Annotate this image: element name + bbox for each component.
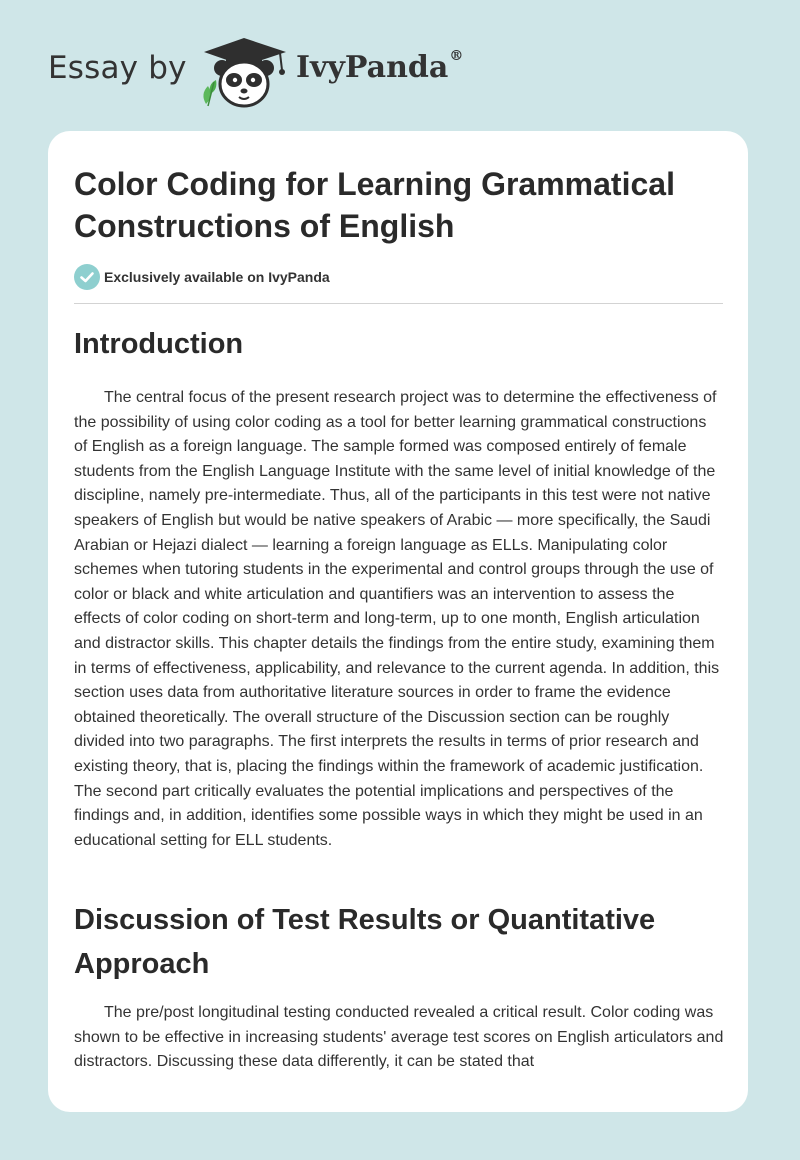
section-heading-introduction: Introduction xyxy=(74,328,244,360)
exclusive-badge xyxy=(74,264,330,290)
brand-name[interactable]: IvyPanda® xyxy=(296,48,464,85)
brand-prefix: Essay by xyxy=(48,50,187,86)
section-body-discussion: The pre/post longitudinal testing conducted revealed a critical result. Color coding was shown to be effective in increasing students' average test scores on English articulators and distractors. Discussing these data differently, it can be stated that xyxy=(74,1004,724,1071)
panda-graduate-icon[interactable] xyxy=(196,34,294,110)
exclusive-badge-text: Exclusively available on IvyPanda xyxy=(104,269,330,285)
section-body-introduction: The central focus of the present research project was to determine the effectiveness of the possibility of using color coding as a tool for better learning grammatical constructions of English as a foreign language. The sample formed was composed entirely of female students from the English Language Institute with the same level of initial knowledge of the discipline, namely pre-intermediate. Thus, all of the participants in this test were not native speakers of English but would be native speakers of Arabic — more specifically, the Saudi Arabian or Hejazi dialect — learning a foreign language as ELLs. Manipulating color schemes when tutoring students in the experimental and control groups through the use of color or black and white articulation and quantifiers was an intervention to assess the effects of color coding on short-term and long-term, up to one month, English articulation and distractor skills. This chapter details the findings from the entire study, examining them in terms of effectiveness, applicability, and relevance to the current agenda. In addition, this section uses data from authoritative literature sources in order to frame the evidence obtained theoretically. The overall structure of the Discussion section can be roughly divided into two paragraphs. The first interprets the results in terms of prior research and existing theory, that is, placing the findings within the framework of academic justification. The second part critically evaluates the potential implications and perspectives of the findings and, in addition, identifies some possible ways in which they might be used in an educational setting for ELL students. xyxy=(74,389,720,849)
section-heading-discussion: Discussion of Test Results or Quantitative Approach xyxy=(74,904,656,980)
divider xyxy=(74,303,723,304)
article-card xyxy=(48,131,748,1112)
site-header xyxy=(0,0,800,130)
check-circle-icon xyxy=(74,264,100,290)
article-title: Color Coding for Learning Grammatical Constructions of English xyxy=(74,166,675,244)
